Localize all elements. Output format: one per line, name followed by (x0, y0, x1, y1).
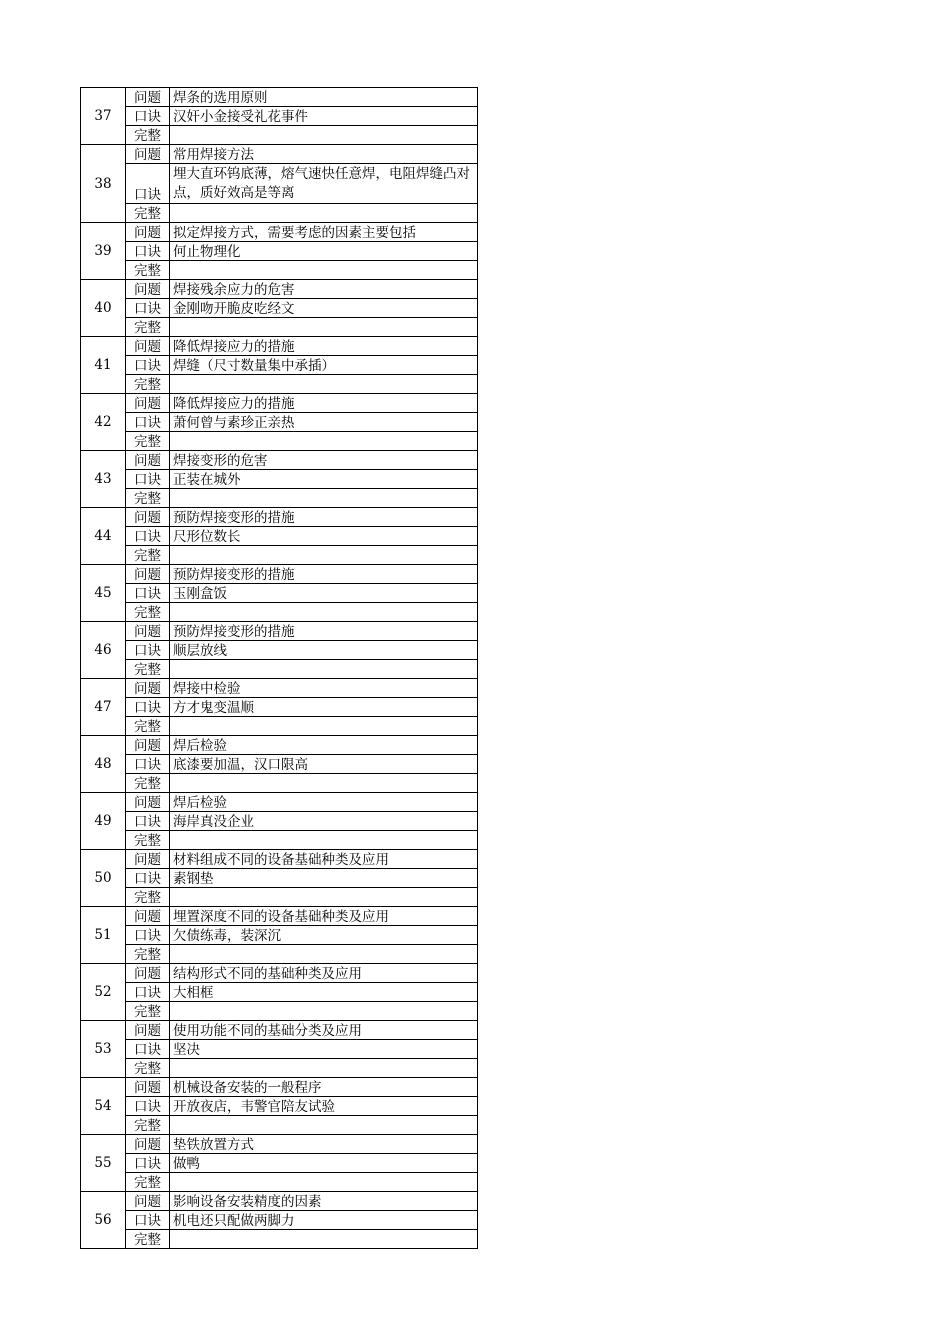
mnemonic-label: 口诀 (126, 584, 170, 603)
entry-number: 42 (81, 394, 126, 451)
question-cell: 焊后检验 (170, 736, 478, 755)
entry-number: 39 (81, 223, 126, 280)
complete-cell (170, 318, 478, 337)
question-cell: 预防焊接变形的措施 (170, 565, 478, 584)
table-row (81, 622, 478, 641)
mnemonic-label: 口诀 (126, 242, 170, 261)
mnemonic-label: 口诀 (126, 1097, 170, 1116)
mnemonic-cell: 开放夜店，韦警官陪友试验 (170, 1097, 478, 1116)
question-cell: 常用焊接方法 (170, 145, 478, 164)
table-row (81, 1230, 478, 1249)
entry-number: 54 (81, 1078, 126, 1135)
table-row (81, 337, 478, 356)
question-label: 问题 (126, 508, 170, 527)
complete-cell (170, 945, 478, 964)
table-row (81, 413, 478, 432)
complete-cell (170, 1173, 478, 1192)
table-row (81, 1211, 478, 1230)
complete-cell (170, 261, 478, 280)
entry-number: 55 (81, 1135, 126, 1192)
table-row (81, 508, 478, 527)
question-label: 问题 (126, 565, 170, 584)
table-row (81, 1040, 478, 1059)
question-cell: 机械设备安装的一般程序 (170, 1078, 478, 1097)
mnemonic-cell: 埋大直环钨底薄，熔气速快任意焊，电阻焊缝凸对点，质好效高是等离 (170, 164, 478, 204)
complete-cell (170, 489, 478, 508)
mnemonic-label: 口诀 (126, 1154, 170, 1173)
complete-label: 完整 (126, 945, 170, 964)
complete-cell (170, 1230, 478, 1249)
mnemonic-label: 口诀 (126, 413, 170, 432)
complete-label: 完整 (126, 1173, 170, 1192)
question-label: 问题 (126, 679, 170, 698)
question-cell: 降低焊接应力的措施 (170, 337, 478, 356)
table-row (81, 1078, 478, 1097)
table-row (81, 356, 478, 375)
complete-label: 完整 (126, 603, 170, 622)
mnemonic-label: 口诀 (126, 356, 170, 375)
question-label: 问题 (126, 145, 170, 164)
table-row (81, 603, 478, 622)
table-row (81, 755, 478, 774)
table-row (81, 107, 478, 126)
table-row (81, 145, 478, 164)
table-row (81, 280, 478, 299)
entry-number: 51 (81, 907, 126, 964)
table-row (81, 793, 478, 812)
question-cell: 焊接变形的危害 (170, 451, 478, 470)
complete-label: 完整 (126, 126, 170, 145)
entry-number: 56 (81, 1192, 126, 1249)
mnemonic-label: 口诀 (126, 869, 170, 888)
entry-number: 44 (81, 508, 126, 565)
entry-number: 53 (81, 1021, 126, 1078)
complete-label: 完整 (126, 432, 170, 451)
mnemonic-cell: 素钢垫 (170, 869, 478, 888)
complete-cell (170, 774, 478, 793)
table-row (81, 679, 478, 698)
table-row (81, 641, 478, 660)
mnemonic-cell: 正装在城外 (170, 470, 478, 489)
complete-label: 完整 (126, 1002, 170, 1021)
entry-number: 38 (81, 145, 126, 223)
mnemonic-cell: 萧何曾与素珍正亲热 (170, 413, 478, 432)
entry-number: 41 (81, 337, 126, 394)
entry-number: 43 (81, 451, 126, 508)
question-label: 问题 (126, 907, 170, 926)
mnemonic-label: 口诀 (126, 926, 170, 945)
table-row (81, 812, 478, 831)
table-row (81, 698, 478, 717)
table-row (81, 88, 478, 107)
table-row (81, 489, 478, 508)
mnemonic-label: 口诀 (126, 299, 170, 318)
table-row (81, 242, 478, 261)
complete-label: 完整 (126, 318, 170, 337)
table-row (81, 432, 478, 451)
question-cell: 影响设备安装精度的因素 (170, 1192, 478, 1211)
complete-cell (170, 432, 478, 451)
complete-label: 完整 (126, 774, 170, 793)
table-row (81, 983, 478, 1002)
question-label: 问题 (126, 280, 170, 299)
mnemonic-label: 口诀 (126, 1040, 170, 1059)
table-row (81, 831, 478, 850)
question-cell: 焊后检验 (170, 793, 478, 812)
complete-label: 完整 (126, 831, 170, 850)
question-label: 问题 (126, 1021, 170, 1040)
entry-number: 52 (81, 964, 126, 1021)
mnemonic-cell: 玉刚盒饭 (170, 584, 478, 603)
table-row (81, 318, 478, 337)
table-row (81, 945, 478, 964)
table-row (81, 223, 478, 242)
table-row (81, 394, 478, 413)
table-row (81, 126, 478, 145)
table-row (81, 375, 478, 394)
table-row (81, 527, 478, 546)
table-row (81, 546, 478, 565)
question-label: 问题 (126, 736, 170, 755)
question-label: 问题 (126, 451, 170, 470)
complete-label: 完整 (126, 1059, 170, 1078)
table-row (81, 1097, 478, 1116)
question-label: 问题 (126, 337, 170, 356)
question-label: 问题 (126, 793, 170, 812)
question-label: 问题 (126, 88, 170, 107)
table-row (81, 926, 478, 945)
table-row (81, 850, 478, 869)
question-label: 问题 (126, 1192, 170, 1211)
table-row (81, 1116, 478, 1135)
table-row (81, 1059, 478, 1078)
complete-label: 完整 (126, 1116, 170, 1135)
table-row (81, 1192, 478, 1211)
complete-cell (170, 375, 478, 394)
table-row (81, 565, 478, 584)
entry-number: 40 (81, 280, 126, 337)
complete-label: 完整 (126, 660, 170, 679)
complete-label: 完整 (126, 888, 170, 907)
mnemonic-cell: 坚决 (170, 1040, 478, 1059)
mnemonic-cell: 顺层放线 (170, 641, 478, 660)
table-row (81, 736, 478, 755)
complete-label: 完整 (126, 375, 170, 394)
mnemonic-cell: 欠债练毒，装深沉 (170, 926, 478, 945)
question-cell: 埋置深度不同的设备基础种类及应用 (170, 907, 478, 926)
entry-number: 49 (81, 793, 126, 850)
table-row (81, 470, 478, 489)
mnemonic-label: 口诀 (126, 812, 170, 831)
table-row (81, 1154, 478, 1173)
question-cell: 使用功能不同的基础分类及应用 (170, 1021, 478, 1040)
table-row (81, 1173, 478, 1192)
question-cell: 拟定焊接方式，需要考虑的因素主要包括 (170, 223, 478, 242)
entry-number: 45 (81, 565, 126, 622)
question-label: 问题 (126, 1078, 170, 1097)
table-row (81, 1021, 478, 1040)
entry-number: 37 (81, 88, 126, 145)
entry-number: 50 (81, 850, 126, 907)
mnemonic-label: 口诀 (126, 641, 170, 660)
entry-number: 47 (81, 679, 126, 736)
mnemonic-cell: 尺形位数长 (170, 527, 478, 546)
table-row (81, 964, 478, 983)
complete-label: 完整 (126, 489, 170, 508)
question-label: 问题 (126, 850, 170, 869)
complete-cell (170, 1116, 478, 1135)
table-row (81, 717, 478, 736)
mnemonic-label: 口诀 (126, 755, 170, 774)
complete-cell (170, 546, 478, 565)
mnemonic-label: 口诀 (126, 470, 170, 489)
complete-label: 完整 (126, 717, 170, 736)
table-row (81, 584, 478, 603)
table-row (81, 774, 478, 793)
question-cell: 预防焊接变形的措施 (170, 622, 478, 641)
entry-number: 46 (81, 622, 126, 679)
question-label: 问题 (126, 223, 170, 242)
table-row (81, 1002, 478, 1021)
table-row (81, 261, 478, 280)
mnemonic-label: 口诀 (126, 698, 170, 717)
mnemonic-cell: 焊缝（尺寸数量集中承插） (170, 356, 478, 375)
table-row (81, 1135, 478, 1154)
complete-label: 完整 (126, 1230, 170, 1249)
question-cell: 焊接中检验 (170, 679, 478, 698)
mnemonic-label: 口诀 (126, 527, 170, 546)
complete-cell (170, 1002, 478, 1021)
mnemonic-cell: 方才鬼变温顺 (170, 698, 478, 717)
question-cell: 预防焊接变形的措施 (170, 508, 478, 527)
complete-cell (170, 1059, 478, 1078)
table-row (81, 888, 478, 907)
table-row (81, 451, 478, 470)
question-cell: 垫铁放置方式 (170, 1135, 478, 1154)
mnemonic-cell: 何止物理化 (170, 242, 478, 261)
table-row (81, 660, 478, 679)
mnemonic-cell: 海岸真没企业 (170, 812, 478, 831)
complete-cell (170, 717, 478, 736)
complete-cell (170, 888, 478, 907)
question-cell: 焊接残余应力的危害 (170, 280, 478, 299)
mnemonic-cell: 底漆要加温，汉口限高 (170, 755, 478, 774)
table-row (81, 869, 478, 888)
table-row (81, 907, 478, 926)
complete-label: 完整 (126, 204, 170, 223)
complete-cell (170, 126, 478, 145)
complete-label: 完整 (126, 261, 170, 280)
mnemonic-cell: 大相框 (170, 983, 478, 1002)
mnemonic-table (80, 87, 478, 1249)
mnemonic-label: 口诀 (126, 1211, 170, 1230)
complete-cell (170, 831, 478, 850)
complete-cell (170, 603, 478, 622)
question-label: 问题 (126, 1135, 170, 1154)
question-cell: 焊条的选用原则 (170, 88, 478, 107)
table-row (81, 164, 478, 204)
mnemonic-label: 口诀 (126, 983, 170, 1002)
mnemonic-cell: 做鸭 (170, 1154, 478, 1173)
mnemonic-table-body (81, 88, 478, 1249)
complete-label: 完整 (126, 546, 170, 565)
question-cell: 降低焊接应力的措施 (170, 394, 478, 413)
question-label: 问题 (126, 964, 170, 983)
question-label: 问题 (126, 394, 170, 413)
entry-number: 48 (81, 736, 126, 793)
mnemonic-cell: 机电还只配做两脚力 (170, 1211, 478, 1230)
mnemonic-cell: 汉奸小金接受礼花事件 (170, 107, 478, 126)
mnemonic-label: 口诀 (126, 164, 170, 204)
question-cell: 结构形式不同的基础种类及应用 (170, 964, 478, 983)
question-cell: 材料组成不同的设备基础种类及应用 (170, 850, 478, 869)
complete-cell (170, 204, 478, 223)
complete-cell (170, 660, 478, 679)
table-row (81, 299, 478, 318)
mnemonic-label: 口诀 (126, 107, 170, 126)
mnemonic-cell: 金刚吻开脆皮吃经文 (170, 299, 478, 318)
table-row (81, 204, 478, 223)
question-label: 问题 (126, 622, 170, 641)
